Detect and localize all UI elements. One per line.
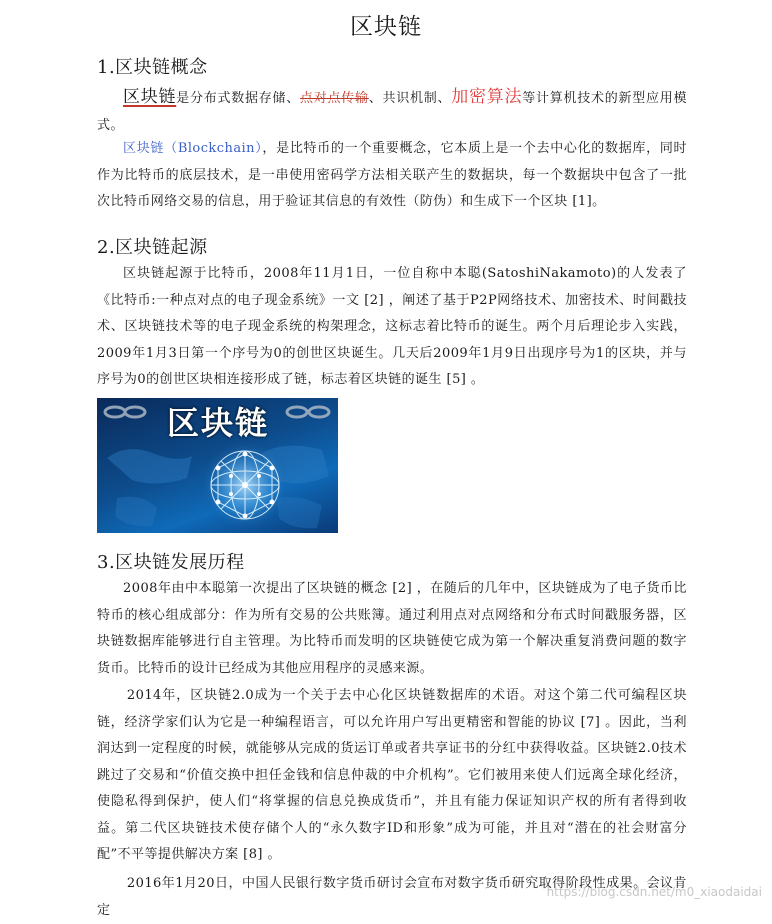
hero-image-title: 区块链 [167, 404, 270, 442]
blockchain-hero-image [97, 398, 338, 533]
highlight-encryption: 加密算法 [451, 87, 523, 107]
watermark: https://blog.csdn.net/m0_xiaodaidai [546, 885, 762, 899]
page-title: 区块链 [350, 14, 422, 40]
blockchain-link[interactable]: 区块链（Blockchain） [123, 141, 263, 156]
section-1-paragraph-2 [97, 136, 687, 216]
text-run: 是分布式数据存储、 [176, 91, 300, 106]
strikethrough-text: 点对点传输 [300, 91, 369, 106]
text-run: 、共识机制、 [368, 91, 452, 106]
text-run: ，是比特币的一个重要概念，它本质上是一个去中心化的数据库，同时作为比特币的底层技术，是一串使用密码学方法相关联产生的数据块，每一个数据块中包含了一批次比特币网络交易的信息，用于验证其信息的有效性（防伪）和生成下一个区块 [1]。 [97, 141, 687, 209]
section-1-paragraph-1 [97, 84, 687, 139]
section-1-heading: 1.区块链概念 [97, 57, 208, 78]
section-2-heading: 2.区块链起源 [97, 237, 208, 258]
section-2-paragraph-1: 区块链起源于比特币，2008年11月1日，一位自称中本聪(SatoshiNakamoto)的人发表了《比特币:一种点对点的电子现金系统》一文 [2] ，阐述了基于P2P网络技术、加密技术、时间戳技术、区块链技术等的电子现金系统的构架理念，这标志着比特币的诞生。两个月后理论步入实践，2009年1月3日第一个序号为0的创世区块诞生。几天后2009年1月9日出现序号为1的区块，并与序号为0的创世区块相连接形成了链，标志着区块链的诞生 [5] 。 [97, 266, 687, 387]
term-blockchain: 区块链 [123, 87, 177, 107]
section-3-paragraph-2: 2014年，区块链2.0成为一个关于去中心化区块链数据库的术语。对这个第二代可编程区块链，经济学家们认为它是一种编程语言，可以允许用户写出更精密和智能的协议 [7] 。因此，当利润达到一定程度的时候，就能够从完成的货运订单或者共享证书的分红中获得收益。区块链2.0技术跳过了交易和“价值交换中担任金钱和信息仲裁的中介机构”。它们被用来使人们远离全球化经济，使隐私得到保护，使人们“将掌握的信息兑换成货币”，并且有能力保证知识产权的所有者得到收益。第二代区块链技术使存储个人的“永久数字ID和形象”成为可能，并且对“潜在的社会财富分配”不平等提供解决方案 [8] 。 [97, 688, 687, 862]
section-3-paragraph-1: 2008年由中本聪第一次提出了区块链的概念 [2] ，在随后的几年中，区块链成为了电子货币比特币的核心组成部分：作为所有交易的公共账簿。通过利用点对点网络和分布式时间戳服务器，区块链数据库能够进行自主管理。为比特币而发明的区块链使它成为第一个解决重复消费问题的数字货币。比特币的设计已经成为其他应用程序的灵感来源。 [97, 581, 687, 676]
text-run: 等计算机技术的新型应用模式。 [97, 91, 687, 133]
section-3-heading: 3.区块链发展历程 [97, 552, 245, 573]
section-3-paragraph-3: 2016年1月20日，中国人民银行数字货币研讨会宣布对数字货币研究取得阶段性成果。会议肯定 [97, 876, 687, 918]
